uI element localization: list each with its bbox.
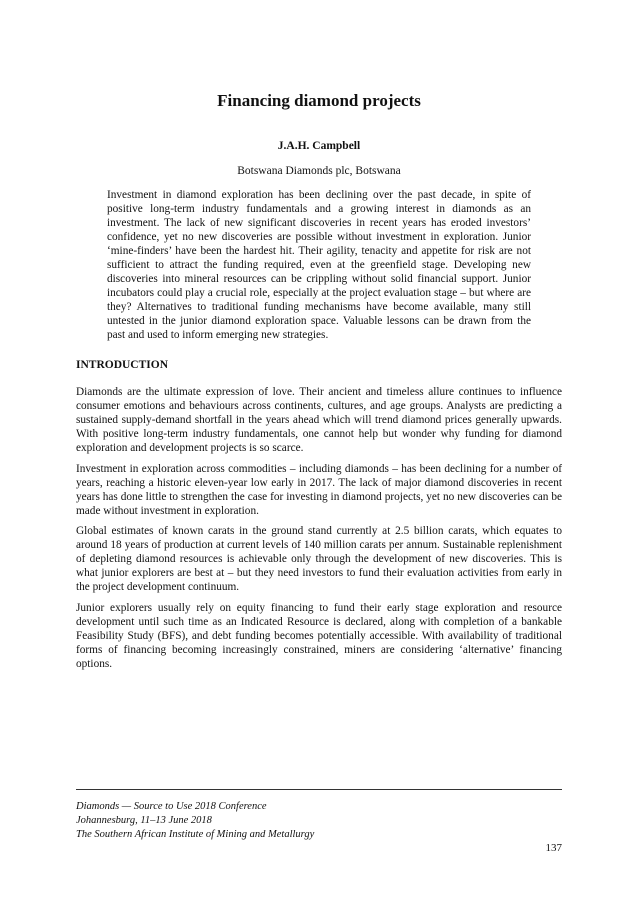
- footer-institute: The Southern African Institute of Mining and Metallurgy: [76, 829, 315, 840]
- footer-divider: [76, 789, 562, 790]
- footer: [76, 800, 314, 842]
- page-number: 137: [545, 842, 562, 854]
- abstract: Investment in diamond exploration has been declining over the past decade, in spite of positive long-term industry fundamentals and a growing interest in diamonds as an investment. The lack of new significant discoveries in recent years has eroded investors’ confidence, yet no new discoveries are possible without investment in exploration. Junior ‘mine-finders’ have been the hardest hit. Their agility, tenacity and appetite for risk are not sufficient to attract the funding required, even at the greenfield stage. Developing new discoveries into mineral resources can be crippling without solid financial support. Junior incubators could play a crucial role, especially at the project evaluation stage – but where are they? Alternatives to traditional funding mechanisms have become available, many still untested in the junior diamond exploration space. Valuable lessons can be drawn from the past and used to inform emerging new strategies.: [107, 189, 531, 341]
- body-paragraph: Investment in exploration across commodities – including diamonds – has been declining for a number of years, reaching a historic eleven-year low early in 2017. The lack of major diamond discoveries in recent years has done little to strengthen the case for investing in diamond projects, yet no new discoveries can be made without investment in exploration.: [76, 463, 562, 517]
- body-paragraph: Junior explorers usually rely on equity financing to fund their early stage exploration and resource development until such time as an Indicated Resource is declared, along with completion of a bankable Feasibility Study (BFS), and debt funding becomes potentially accessible. With availability of traditional forms of financing becoming increasingly constrained, miners are considering ‘alternative’ financing options.: [76, 602, 562, 670]
- footer-location-date: Johannesburg, 11–13 June 2018: [76, 815, 212, 826]
- section-heading-introduction: INTRODUCTION: [76, 359, 169, 371]
- body-paragraph: Global estimates of known carats in the ground stand currently at 2.5 billion carats, which equates to around 18 years of production at current levels of 140 million carats per annum. Sustainable replenishment of depleting diamond resources is achievable only through the development of new discoveries. This is what junior explorers are best at – but they need investors to fund their evaluation activities from early in the project development continuum.: [76, 525, 562, 593]
- author-name: J.A.H. Campbell: [277, 140, 361, 152]
- footer-conference: Diamonds — Source to Use 2018 Conference: [76, 801, 267, 812]
- body-paragraph: Diamonds are the ultimate expression of love. Their ancient and timeless allure continues to influence consumer emotions and behaviours across continents, cultures, and age groups. Analysts are predicting a sustained supply-demand shortfall in the years ahead which will trend diamond prices generally upwards. With positive long-term industry fundamentals, one cannot help but wonder why funding for diamond exploration and development projects is so scarce.: [76, 386, 562, 454]
- paper-title: Financing diamond projects: [217, 91, 421, 110]
- author-affiliation: Botswana Diamonds plc, Botswana: [237, 165, 401, 177]
